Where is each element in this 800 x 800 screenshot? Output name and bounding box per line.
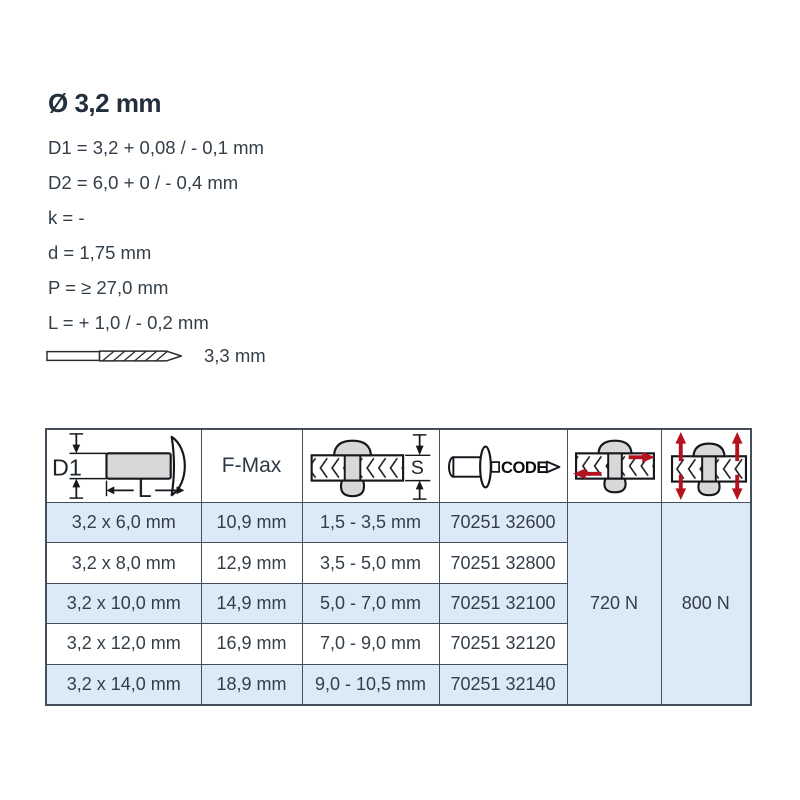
- shear-strength-value: 720 N: [567, 503, 661, 705]
- fmax-cell: 18,9 mm: [201, 664, 302, 705]
- header-cell-shear-strength: [567, 429, 661, 503]
- tensile-strength-value: 800 N: [661, 503, 751, 705]
- size-cell: 3,2 x 12,0 mm: [46, 624, 201, 664]
- header-cell-fmax: [201, 429, 302, 503]
- spec-line-d1: D1 = 3,2 + 0,08 / - 0,1 mm: [48, 137, 264, 158]
- table-row: [46, 503, 751, 543]
- table-header-row: [46, 429, 751, 503]
- size-cell: 3,2 x 14,0 mm: [46, 664, 201, 705]
- code-cell: 70251 32140: [439, 664, 567, 705]
- spec-line-d: d = 1,75 mm: [48, 242, 152, 263]
- page-title: Ø 3,2 mm: [48, 88, 162, 118]
- size-cell: 3,2 x 10,0 mm: [46, 583, 201, 623]
- drill-size-row: [46, 345, 266, 367]
- fmax-cell: 14,9 mm: [201, 583, 302, 623]
- svg-text:S: S: [410, 456, 424, 479]
- header-cell-dimensions: [46, 429, 201, 503]
- size-cell: 3,2 x 6,0 mm: [46, 503, 201, 543]
- fmax-cell: 10,9 mm: [201, 503, 302, 543]
- grip-cell: 5,0 - 7,0 mm: [302, 583, 439, 623]
- drill-bit-icon: [46, 347, 192, 365]
- rivet-dimensions-icon: [50, 430, 198, 502]
- code-cell: 70251 32800: [439, 543, 567, 583]
- header-cell-grip-range: [302, 429, 439, 503]
- rivet-code-icon: [444, 430, 562, 502]
- code-cell: 70251 32100: [439, 583, 567, 623]
- spec-list: [48, 130, 264, 340]
- spec-line-k: k = -: [48, 207, 85, 228]
- spec-line-l: L = + 1,0 / - 0,2 mm: [48, 312, 209, 333]
- grip-range-icon: [305, 430, 437, 502]
- rivet-spec-table: [45, 428, 752, 706]
- header-cell-code: [439, 429, 567, 503]
- grip-cell: 7,0 - 9,0 mm: [302, 624, 439, 664]
- fmax-cell: 16,9 mm: [201, 624, 302, 664]
- fmax-cell: 12,9 mm: [201, 543, 302, 583]
- drill-size-label: 3,3 mm: [204, 345, 266, 366]
- grip-cell: 3,5 - 5,0 mm: [302, 543, 439, 583]
- tensile-strength-icon: [662, 430, 752, 502]
- svg-text:D1: D1: [51, 454, 82, 481]
- spec-line-d2: D2 = 6,0 + 0 / - 0,4 mm: [48, 172, 239, 193]
- shear-strength-icon: [568, 430, 662, 502]
- grip-cell: 9,0 - 10,5 mm: [302, 664, 439, 705]
- code-cell: 70251 32600: [439, 503, 567, 543]
- spec-line-p: P = ≥ 27,0 mm: [48, 277, 169, 298]
- svg-text:L: L: [137, 475, 152, 502]
- svg-text:CODE: CODE: [501, 457, 547, 477]
- fmax-label: F-Max: [221, 454, 282, 477]
- size-cell: 3,2 x 8,0 mm: [46, 543, 201, 583]
- grip-cell: 1,5 - 3,5 mm: [302, 503, 439, 543]
- code-cell: 70251 32120: [439, 624, 567, 664]
- header-cell-tensile-strength: [661, 429, 751, 503]
